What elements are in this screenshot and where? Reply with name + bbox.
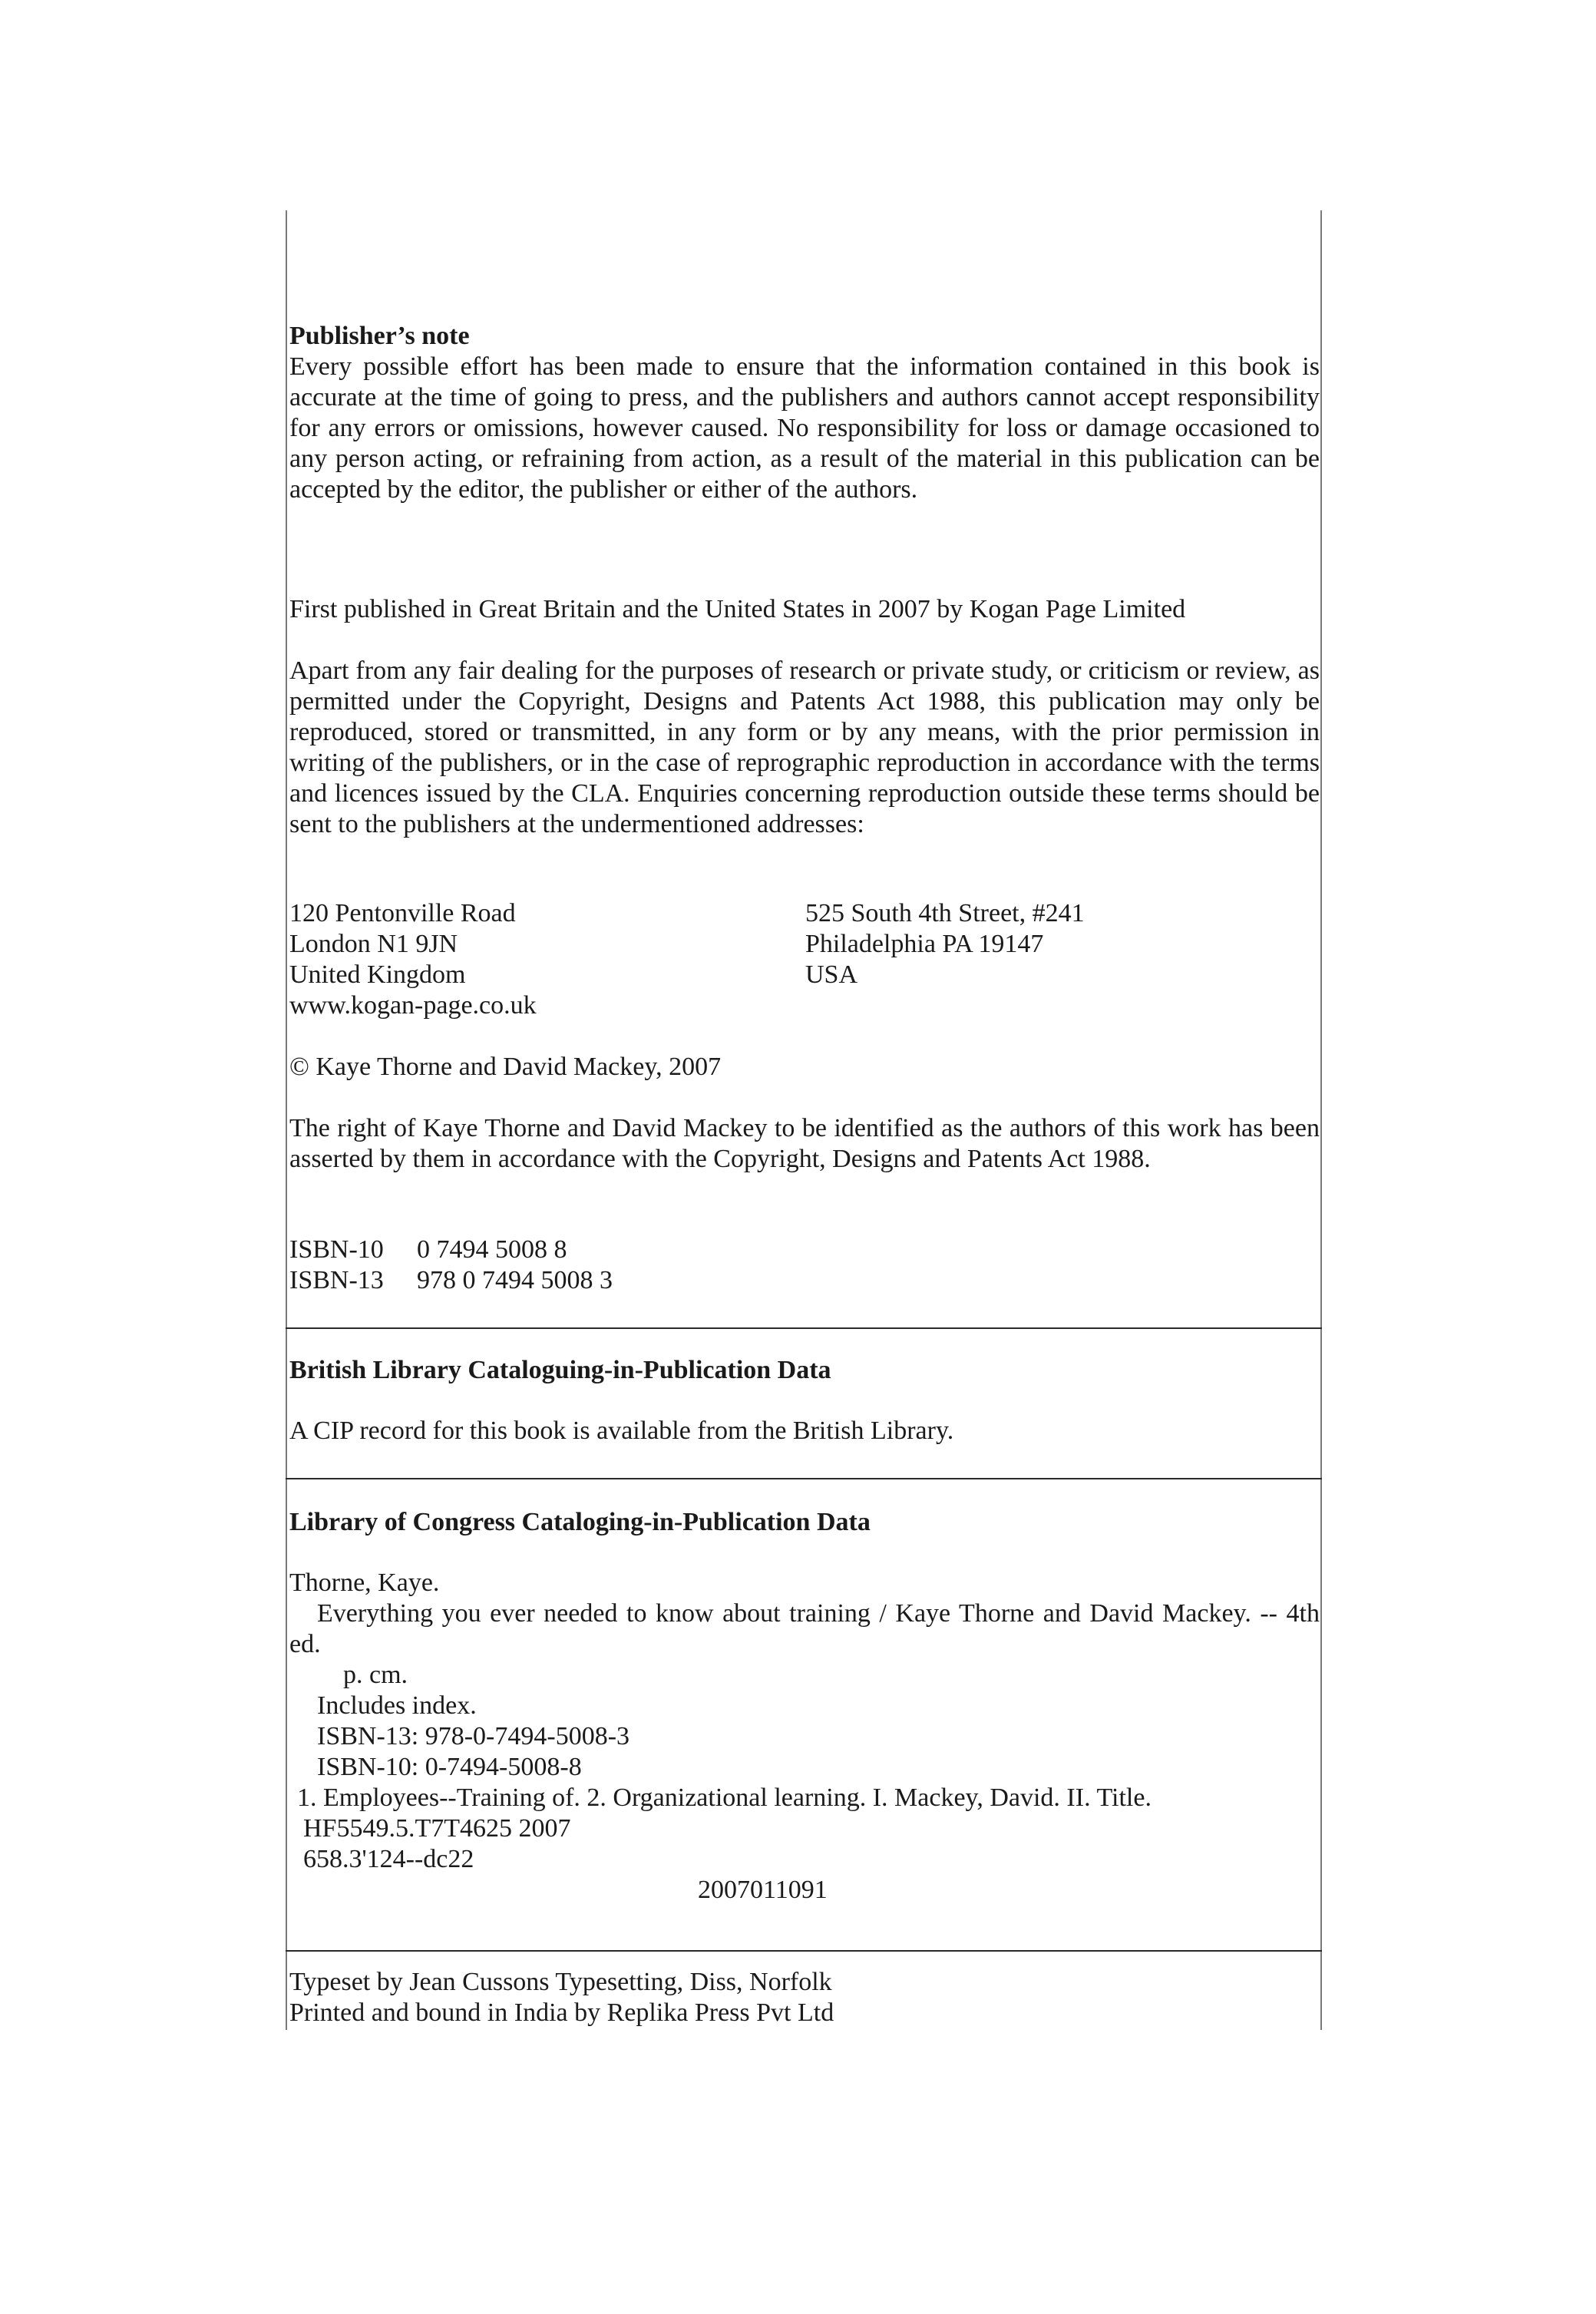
uk-website: www.kogan-page.co.uk	[289, 991, 537, 1020]
moral-rights: The right of Kaye Thorne and David Mackey to be identified as the authors of this work has been asserted by them in accordance with the Copyright, Designs and Patents Act 1988.	[289, 1114, 1320, 1173]
loc-isbn13: ISBN-13: 978-0-7494-5008-3	[317, 1722, 630, 1750]
uk-address	[289, 898, 537, 1021]
section-divider	[286, 1478, 1322, 1479]
printed-credit: Printed and bound in India by Replika Press Pvt Ltd	[289, 1998, 834, 2027]
section-divider	[286, 1327, 1322, 1329]
publishers-note-heading: Publisher’s note	[289, 322, 470, 350]
section-divider	[286, 1950, 1322, 1952]
loc-author: Thorne, Kaye.	[289, 1569, 440, 1597]
production-credits	[289, 1967, 834, 2028]
loc-heading: Library of Congress Cataloging-in-Publication Data	[289, 1508, 871, 1536]
typeset-credit: Typeset by Jean Cussons Typesetting, Diss, Norfolk	[289, 1968, 832, 1996]
copyright-permissions: Apart from any fair dealing for the purposes of research or private study, or criticism or review, as permitted under the Copyright, Designs and Patents Act 1988, this publication may only be reproduced, stored or transmitted, in any form or by any means, with the prior permission in writing of the publishers, or in the case of reprographic reproduction in accordance with the terms and licences issued by the CLA. Enquiries concerning reproduction outside these terms should be sent to the publishers at the undermentioned addresses:	[289, 656, 1320, 838]
uk-address-line: 120 Pentonville Road	[289, 899, 516, 927]
us-address	[805, 898, 1085, 990]
loc-subjects: 1. Employees--Training of. 2. Organizational learning. I. Mackey, David. II. Title.	[297, 1783, 1152, 1812]
isbn13-label: ISBN-13	[289, 1266, 384, 1294]
british-library-text: A CIP record for this book is available from the British Library.	[289, 1416, 954, 1445]
us-address-line: USA	[805, 960, 858, 989]
loc-lc-class: HF5549.5.T7T4625 2007	[303, 1814, 571, 1843]
isbn10-label: ISBN-10	[289, 1235, 384, 1264]
loc-index: Includes index.	[317, 1691, 477, 1720]
loc-record	[289, 1568, 1320, 1906]
british-library-heading: British Library Cataloguing-in-Publication Data	[289, 1356, 831, 1384]
isbn10-value: 0 7494 5008 8	[417, 1235, 567, 1264]
publishers-note-body: Every possible effort has been made to ensure that the information contained in this book is accurate at the time of going to press, and the publishers and authors cannot accept responsibility for any errors or omissions, however caused. No responsibility for loss or damage occasioned to any person acting, or refraining from action, as a result of the material in this publication can be accepted by the editor, the publisher or either of the authors.	[289, 352, 1320, 504]
isbn-block	[289, 1235, 613, 1296]
loc-isbn10: ISBN-10: 0-7494-5008-8	[317, 1753, 582, 1781]
us-address-line: Philadelphia PA 19147	[805, 930, 1044, 958]
loc-dewey: 658.3'124--dc22	[303, 1845, 474, 1873]
loc-pages: p. cm.	[343, 1661, 408, 1689]
isbn13-value: 978 0 7494 5008 3	[417, 1266, 613, 1294]
loc-title-statement: Everything you ever needed to know about training / Kaye Thorne and David Mackey. -- 4th ed.	[289, 1599, 1320, 1658]
us-address-line: 525 South 4th Street, #241	[805, 899, 1085, 927]
first-published: First published in Great Britain and the United States in 2007 by Kogan Page Limited	[289, 595, 1186, 623]
loc-control-number: 2007011091	[698, 1876, 828, 1904]
isbn10	[289, 1235, 613, 1265]
uk-address-line: United Kingdom	[289, 960, 466, 989]
isbn13	[289, 1265, 613, 1296]
uk-address-line: London N1 9JN	[289, 930, 458, 958]
copyright-line: © Kaye Thorne and David Mackey, 2007	[289, 1053, 722, 1081]
